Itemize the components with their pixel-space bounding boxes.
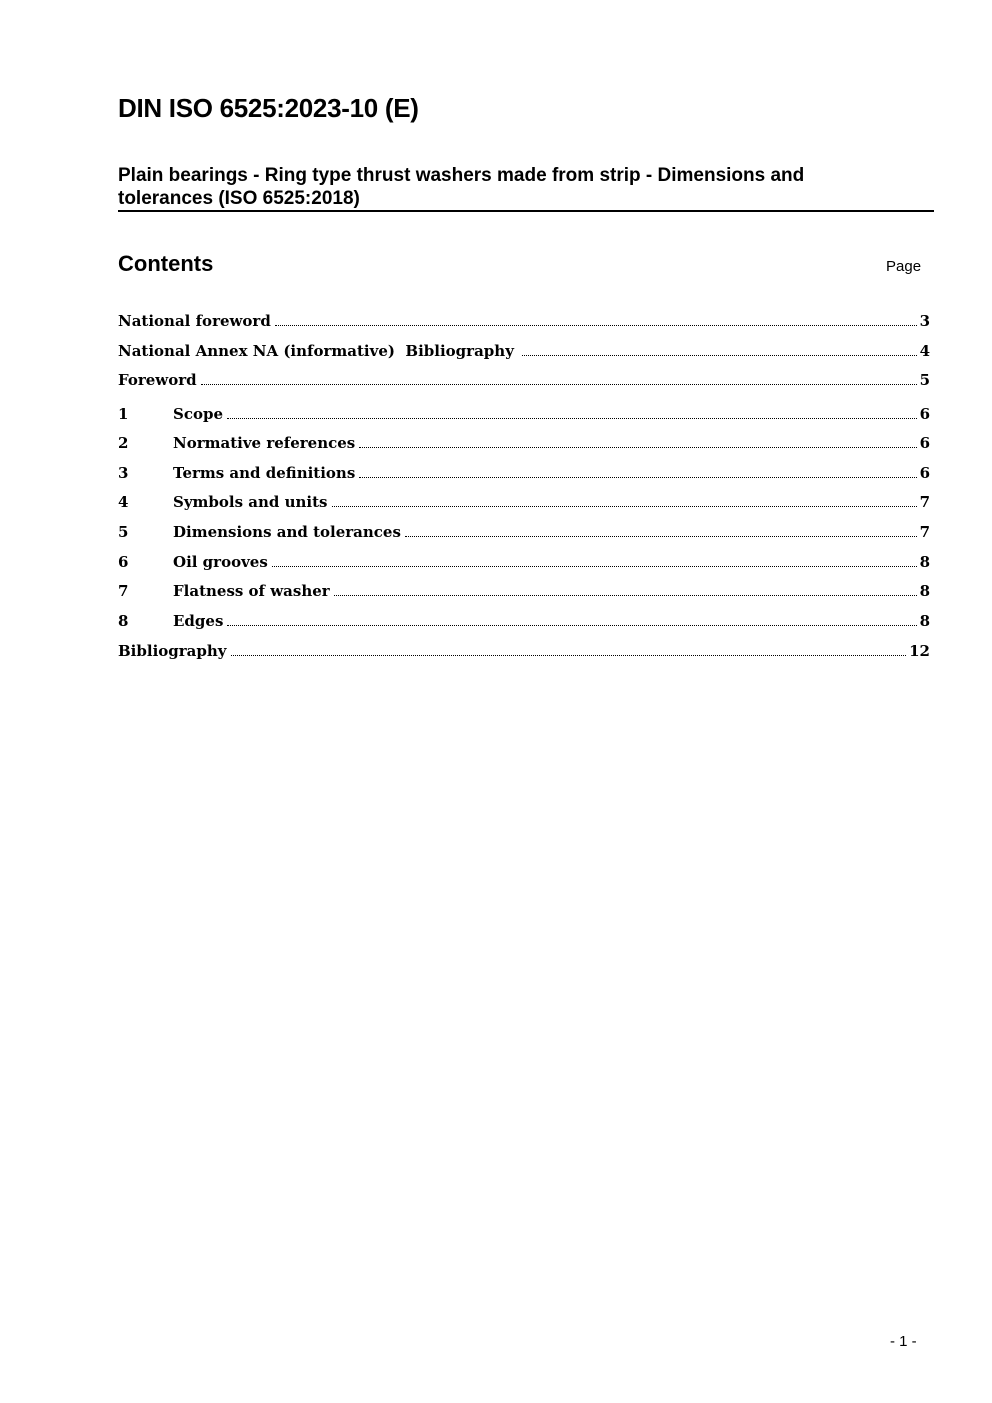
toc-entry-number: 4 — [118, 493, 129, 511]
toc-entry-label: Edges — [173, 612, 224, 630]
toc-leader-dots — [272, 566, 917, 567]
toc-entry-page: 8 — [919, 612, 930, 630]
toc-leader-dots — [334, 595, 917, 596]
toc-entry-label: Foreword — [118, 371, 197, 389]
toc-entry-label: National foreword — [118, 312, 271, 330]
toc-entry-number: 5 — [118, 523, 129, 541]
toc-entry-scope[interactable] — [118, 402, 930, 424]
toc-leader-dots — [227, 625, 916, 626]
toc-entry-label: Flatness of washer — [173, 582, 330, 600]
toc-entry-edges[interactable] — [118, 609, 930, 631]
toc-entry-label: Scope — [173, 405, 224, 423]
toc-entry-national-foreword[interactable] — [118, 309, 930, 331]
toc-entry-page: 6 — [919, 434, 930, 452]
toc-entry-symbols-and-units[interactable] — [118, 490, 930, 512]
toc-entry-number: 6 — [118, 553, 129, 571]
toc-entry-page: 4 — [919, 342, 930, 360]
toc-entry-page: 6 — [919, 464, 930, 482]
toc-entry-dimensions-and-tolerances[interactable] — [118, 520, 930, 542]
toc-entry-label: Bibliography — [118, 642, 227, 660]
toc-entry-label: National Annex NA (informative) Bibliography — [118, 342, 514, 360]
toc-leader-dots — [359, 447, 916, 448]
footer-page-number: - 1 - — [890, 1333, 917, 1350]
toc-leader-dots — [359, 477, 916, 478]
toc-leader-dots — [405, 536, 917, 537]
toc-leader-dots — [231, 655, 907, 656]
toc-entry-number: 1 — [118, 405, 129, 423]
page-column-label: Page — [886, 258, 922, 275]
toc-entry-page: 7 — [919, 523, 930, 541]
toc-entry-page: 8 — [919, 553, 930, 571]
toc-entry-page: 6 — [919, 405, 930, 423]
toc-leader-dots — [275, 325, 917, 326]
document-id: DIN ISO 6525:2023-10 (E) — [118, 93, 419, 123]
toc-entry-foreword[interactable] — [118, 368, 930, 390]
toc-entry-terms-and-definitions[interactable] — [118, 461, 930, 483]
toc-entry-national-annex[interactable] — [118, 339, 930, 361]
toc-entry-bibliography[interactable] — [118, 639, 930, 661]
toc-leader-dots — [227, 418, 917, 419]
toc-entry-label: Normative references — [173, 434, 356, 452]
toc-leader-dots — [332, 506, 917, 507]
toc-entry-page: 3 — [919, 312, 930, 330]
title-rule — [118, 210, 934, 212]
toc-entry-normative-references[interactable] — [118, 431, 930, 453]
toc-entry-page: 12 — [909, 642, 930, 660]
toc-entry-page: 8 — [919, 582, 930, 600]
toc-entry-number: 3 — [118, 464, 129, 482]
toc-entry-label: Dimensions and tolerances — [173, 523, 401, 541]
toc-entry-page: 7 — [919, 493, 930, 511]
toc-entry-page: 5 — [919, 371, 930, 389]
toc-entry-oil-grooves[interactable] — [118, 550, 930, 572]
toc-leader-dots — [201, 384, 917, 385]
toc-entry-flatness-of-washer[interactable] — [118, 579, 930, 601]
toc-entry-label: Oil grooves — [173, 553, 268, 571]
toc-entry-number: 7 — [118, 582, 129, 600]
toc-entry-label: Terms and definitions — [173, 464, 356, 482]
toc-entry-number: 8 — [118, 612, 129, 630]
toc-entry-number: 2 — [118, 434, 129, 452]
toc-leader-dots — [522, 355, 917, 356]
contents-heading: Contents — [118, 251, 214, 276]
toc-entry-label: Symbols and units — [173, 493, 328, 511]
document-title: Plain bearings - Ring type thrust washers made from strip - Dimensions and tolerances (ISO 6525:2018) — [118, 165, 805, 209]
